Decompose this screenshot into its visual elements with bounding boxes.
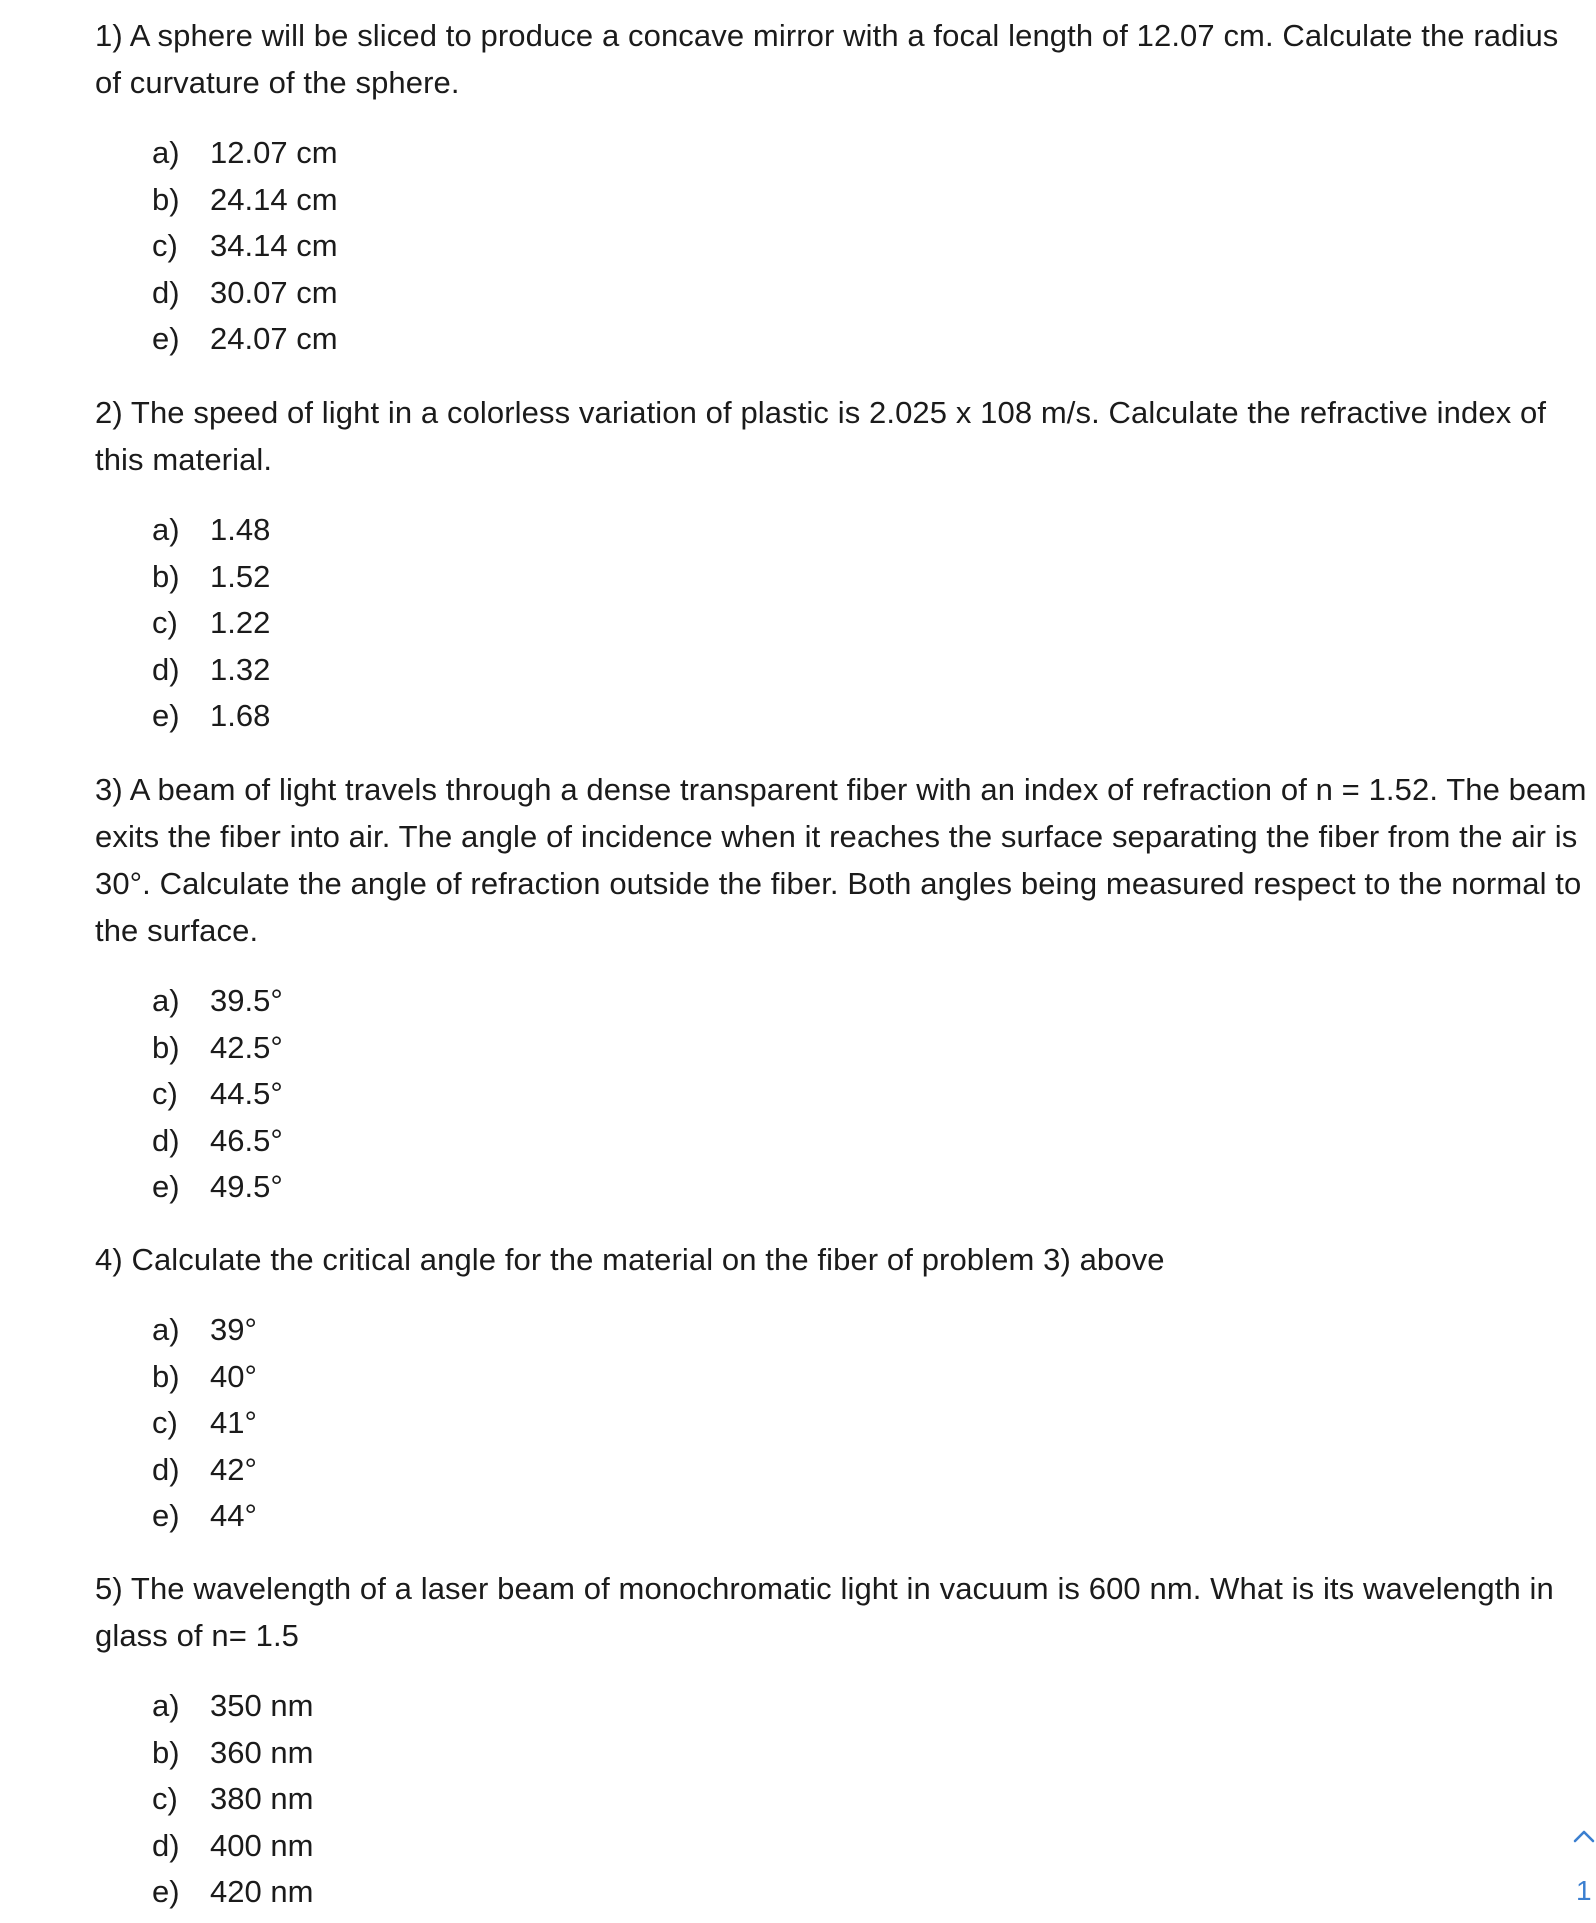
option-value: 400 nm (210, 1827, 314, 1863)
option-letter: d) (152, 1827, 180, 1863)
option-value: 420 nm (210, 1874, 314, 1909)
option-letter: a) (152, 512, 180, 547)
option-value: 1.68 (210, 698, 271, 733)
question-1-option-b (152, 177, 338, 224)
option-value: 44.5° (210, 1076, 283, 1111)
option-letter: c) (152, 1405, 178, 1440)
question-5-text: 5) The wavelength of a laser beam of monochromatic light in vacuum is 600 nm. What is its wavelength in glass of n= 1.5 (95, 1571, 1554, 1653)
question-3-option-b (152, 1025, 283, 1072)
question-2-option-c (152, 600, 270, 647)
question-1-option-e (152, 316, 338, 363)
question-2-text: 2) The speed of light in a colorless variation of plastic is 2.025 x 108 m/s. Calculate the refractive index of this material. (95, 395, 1547, 477)
question-2 (95, 389, 1590, 733)
option-letter: c) (152, 1076, 178, 1111)
option-value: 39° (210, 1312, 257, 1347)
question-3 (95, 766, 1590, 1204)
option-letter: b) (152, 558, 180, 594)
option-value: 1.22 (210, 605, 271, 640)
option-letter: a) (152, 983, 180, 1018)
option-letter: d) (152, 1451, 180, 1487)
question-4-options (152, 1307, 257, 1540)
option-letter: c) (152, 1781, 178, 1816)
question-4-option-d (152, 1447, 257, 1494)
question-5-option-e (152, 1869, 313, 1916)
option-value: 360 nm (210, 1734, 314, 1770)
option-letter: d) (152, 274, 180, 310)
option-value: 34.14 cm (210, 228, 338, 263)
question-2-option-a (152, 507, 270, 554)
option-letter: e) (152, 1874, 180, 1909)
question-2-option-e (152, 693, 270, 740)
option-letter: a) (152, 135, 180, 170)
option-value: 350 nm (210, 1688, 314, 1723)
question-5-option-c (152, 1776, 313, 1823)
option-letter: e) (152, 321, 180, 356)
option-letter: c) (152, 605, 178, 640)
option-value: 30.07 cm (210, 274, 338, 310)
option-value: 24.14 cm (210, 181, 338, 217)
chevron-up-icon[interactable] (1572, 1825, 1596, 1847)
option-value: 39.5° (210, 983, 283, 1018)
question-3-text: 3) A beam of light travels through a dense transparent fiber with an index of refraction of n = 1.52. The beam exits the fiber into air. The angle of incidence when it reaches the surface separating the fiber from the air is 30°. Calculate the angle of refraction outside the fiber. Both angles being measured respect to the normal to the surface. (95, 772, 1587, 948)
question-4-option-c (152, 1400, 257, 1447)
question-1-options (152, 130, 338, 363)
question-4 (95, 1236, 1590, 1533)
option-value: 49.5° (210, 1169, 283, 1204)
option-value: 1.48 (210, 512, 271, 547)
option-letter: a) (152, 1312, 180, 1347)
option-letter: e) (152, 1169, 180, 1204)
option-value: 380 nm (210, 1781, 314, 1816)
option-value: 44° (210, 1498, 257, 1533)
option-letter: b) (152, 1358, 180, 1394)
question-2-option-d (152, 647, 270, 694)
option-value: 1.32 (210, 651, 271, 687)
question-5 (95, 1565, 1590, 1909)
question-1-option-d (152, 270, 338, 317)
option-letter: b) (152, 1734, 180, 1770)
question-1-option-c (152, 223, 338, 270)
question-2-option-b (152, 554, 270, 601)
question-4-option-e (152, 1493, 257, 1540)
option-value: 1.52 (210, 558, 271, 594)
option-letter: d) (152, 651, 180, 687)
option-value: 41° (210, 1405, 257, 1440)
question-5-option-a (152, 1683, 313, 1730)
question-3-option-a (152, 978, 283, 1025)
option-letter: d) (152, 1122, 180, 1158)
question-3-option-e (152, 1164, 283, 1211)
question-1 (95, 12, 1590, 356)
option-letter: e) (152, 1498, 180, 1533)
option-value: 46.5° (210, 1122, 283, 1158)
question-2-options (152, 507, 270, 740)
option-letter: c) (152, 228, 178, 263)
question-3-options (152, 978, 283, 1211)
option-value: 12.07 cm (210, 135, 338, 170)
question-4-text: 4) Calculate the critical angle for the material on the fiber of problem 3) above (95, 1242, 1165, 1277)
page-number: 1 (1576, 1875, 1592, 1906)
option-letter: b) (152, 181, 180, 217)
option-value: 42.5° (210, 1029, 283, 1065)
option-letter: e) (152, 698, 180, 733)
question-4-option-b (152, 1354, 257, 1401)
question-3-option-d (152, 1118, 283, 1165)
option-value: 40° (210, 1358, 257, 1394)
question-4-option-a (152, 1307, 257, 1354)
option-value: 24.07 cm (210, 321, 338, 356)
question-5-options (152, 1683, 313, 1916)
option-value: 42° (210, 1451, 257, 1487)
question-1-option-a (152, 130, 338, 177)
option-letter: b) (152, 1029, 180, 1065)
question-5-option-d (152, 1823, 313, 1870)
question-1-text: 1) A sphere will be sliced to produce a concave mirror with a focal length of 12.07 cm. Calculate the radius of curvature of the sphere. (95, 18, 1559, 100)
question-3-option-c (152, 1071, 283, 1118)
question-5-option-b (152, 1730, 313, 1777)
option-letter: a) (152, 1688, 180, 1723)
